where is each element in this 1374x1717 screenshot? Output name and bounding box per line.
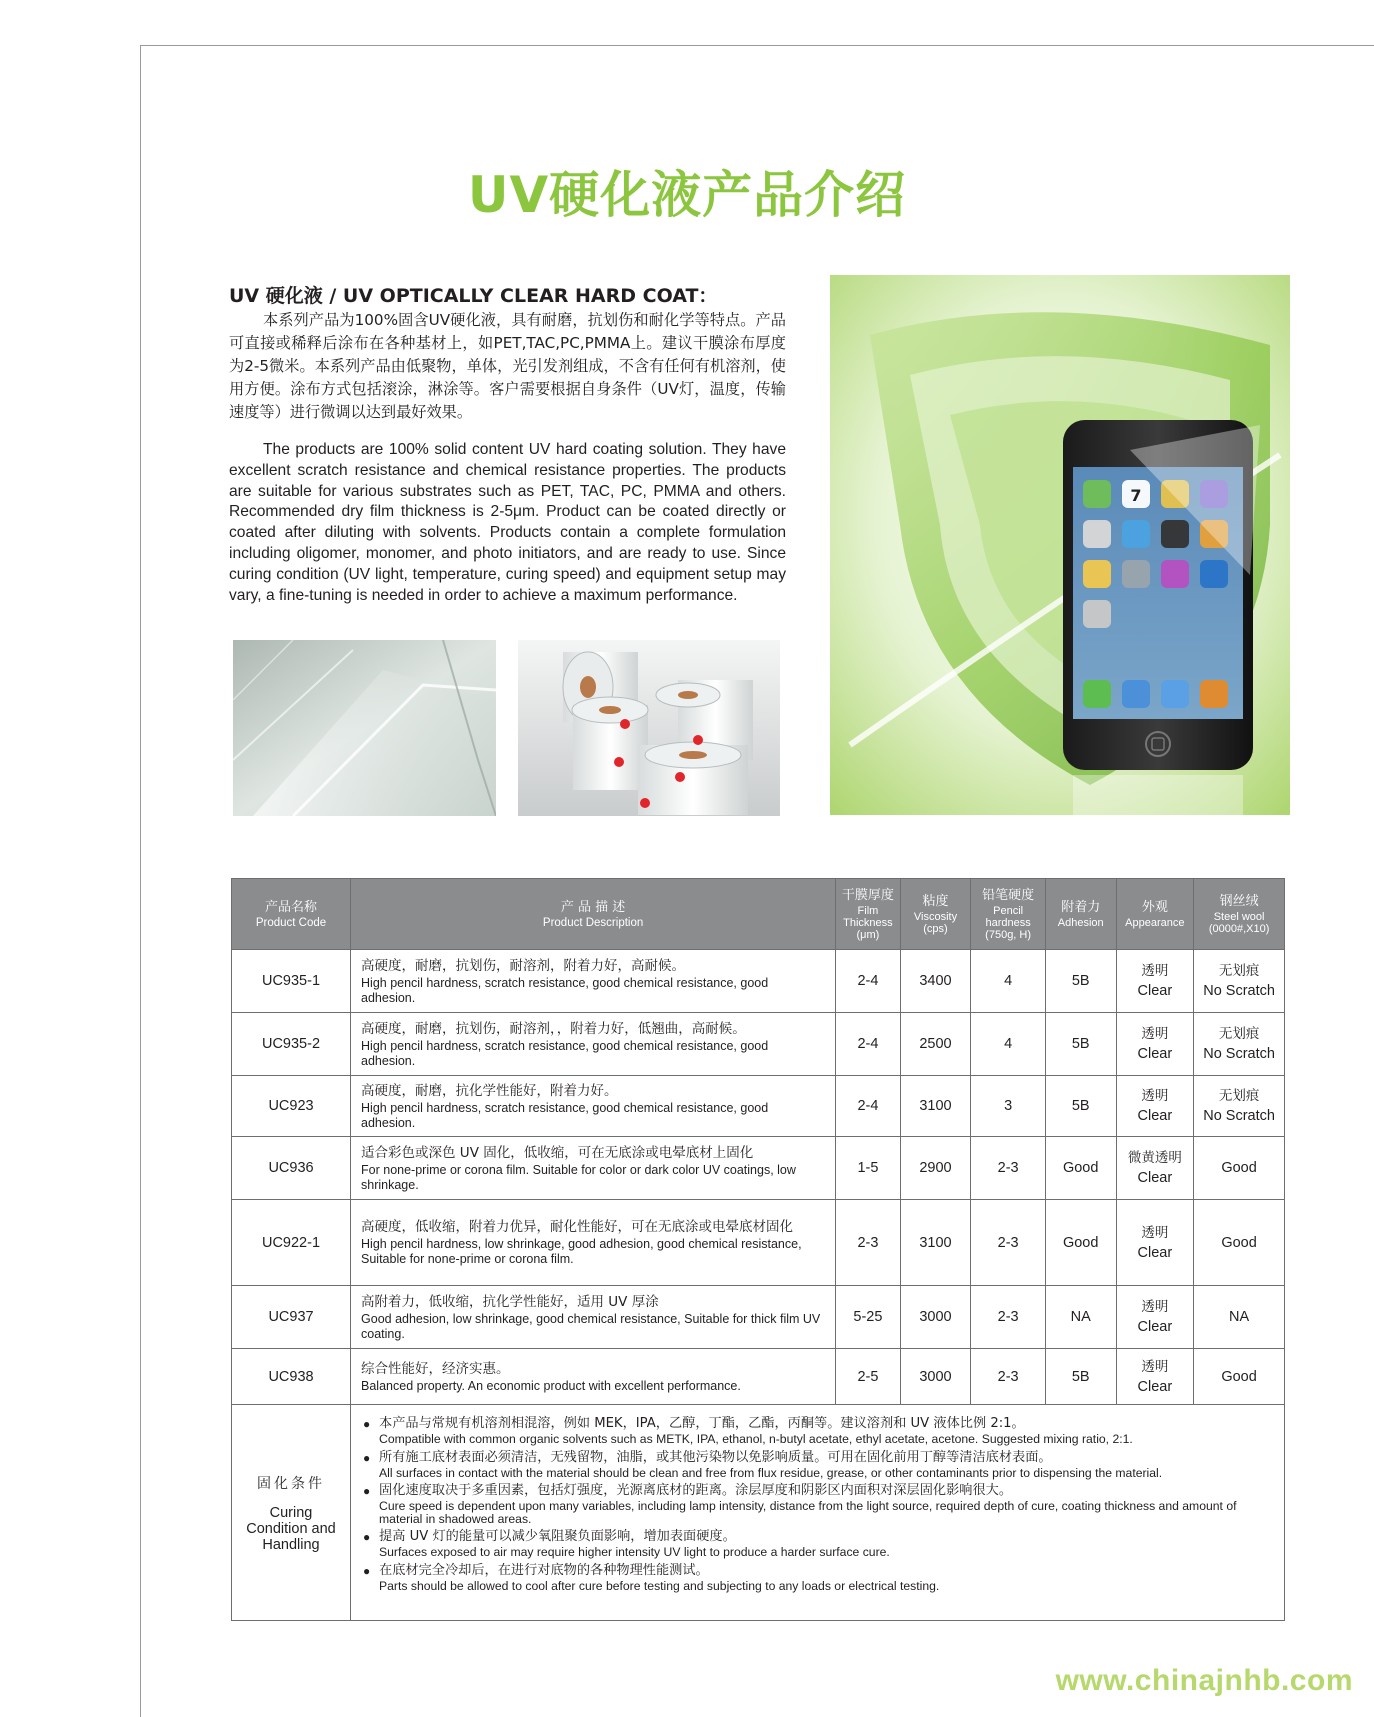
adhesion: Good [1045,1137,1116,1200]
steel-wool: Good [1194,1349,1285,1405]
table-row [232,1013,1285,1076]
list-item: ● 提高 UV 灯的能量可以减少氧阻聚负面影响，增加表面硬度。 Surfaces exposed to air may require higher intensity UV light to produce a harder surface cure. [363,1529,890,1559]
pencil-hardness: 2-3 [971,1200,1046,1286]
pencil-hardness: 3 [971,1076,1046,1137]
table-row [232,1200,1285,1286]
adhesion: 5B [1045,950,1116,1013]
clear-film-photo [233,640,496,816]
table-row [232,1137,1285,1200]
product-spec-table [231,878,1285,1621]
adhesion: 5B [1045,1349,1116,1405]
section-heading: UV 硬化液 / UV OPTICALLY CLEAR HARD COAT： [229,285,718,307]
pencil-hardness: 4 [971,1013,1046,1076]
header-steel-wool: 钢丝绒 Steel wool (0000#,X10) [1194,879,1285,950]
adhesion: 5B [1045,1076,1116,1137]
list-item: ● 固化速度取决于多重因素，包括灯强度，光源离底材的距离。涂层厚度和阴影区内面积对深层固化影响很大。 Cure speed is dependent upon many variables, including lamp intensity, distance from the light source, required depth of cure, coating thickness and amount of material in shadowed areas. [363,1483,1237,1526]
table-row [232,1286,1285,1349]
header-film-thickness: 干膜厚度 Film Thickness (μm) [836,879,901,950]
product-code: UC936 [232,1137,351,1200]
pencil-hardness: 2-3 [971,1349,1046,1405]
product-code: UC935-2 [232,1013,351,1076]
header-appearance: 外观 Appearance [1116,879,1194,950]
curing-conditions-row [232,1405,1285,1621]
film-thickness: 5-25 [836,1286,901,1349]
pencil-hardness: 4 [971,950,1046,1013]
adhesion: Good [1045,1200,1116,1286]
table-row [232,1349,1285,1405]
viscosity: 3400 [900,950,971,1013]
film-thickness: 2-5 [836,1349,901,1405]
shield-phone-illustration [830,275,1290,815]
adhesion: NA [1045,1286,1116,1349]
pencil-hardness: 2-3 [971,1137,1046,1200]
product-description: 综合性能好，经济实惠。 Balanced property. An economic product with excellent performance. [351,1349,836,1405]
product-code: UC922-1 [232,1200,351,1286]
curing-conditions-list [351,1405,1285,1621]
viscosity: 3100 [900,1076,971,1137]
film-rolls-photo [518,640,780,816]
product-description: 高硬度，耐磨，抗划伤，耐溶剂，附着力好，高耐候。 High pencil hardness, scratch resistance, good chemical resistance, good adhesion. [351,950,836,1013]
film-thickness: 1-5 [836,1137,901,1200]
pencil-hardness: 2-3 [971,1286,1046,1349]
table-header-row [232,879,1285,950]
header-product-description: 产 品 描 述 Product Description [351,879,836,950]
bullet-icon: ● [363,1530,371,1544]
bullet-icon: ● [363,1417,371,1431]
product-code: UC938 [232,1349,351,1405]
intro-english-paragraph: The products are 100% solid content UV hard coating solution. They have excellent scratch resistance and chemical resistance properties. The products are suitable for various substrates such as PET, TAC, PC, PMMA and others. Recommended dry film thickness is 2-5μm. Product can be coated directly or coated after diluting with solvents. Products contain a complete formulation including oligomer, monomer, and photo initiators, and are ready to use. Since curing condition (UV light, temperature, curing speed) and equipment setup may vary, a fine-tuning is needed in order to achieve a maximum performance. [229,441,786,604]
product-description: 适合彩色或深色 UV 固化，低收缩，可在无底涂或电晕底材上固化 For none-prime or corona film. Suitable for color or dark color UV coatings, low shrinkage. [351,1137,836,1200]
header-pencil-hardness: 铅笔硬度 Pencil hardness (750g, H) [971,879,1046,950]
appearance: 透明 Clear [1116,1349,1194,1405]
product-code: UC923 [232,1076,351,1137]
appearance: 微黄透明 Clear [1116,1137,1194,1200]
product-code: UC937 [232,1286,351,1349]
steel-wool: 无划痕 No Scratch [1194,1076,1285,1137]
bullet-icon: ● [363,1450,371,1465]
viscosity: 2500 [900,1013,971,1076]
page-frame-left [140,45,141,1717]
appearance: 透明 Clear [1116,1013,1194,1076]
steel-wool: 无划痕 No Scratch [1194,950,1285,1013]
list-item: ● 在底材完全冷却后，在进行对底物的各种物理性能测试。 Parts should be allowed to cool after cure before testing and subjecting to any loads or electrical testing. [363,1562,940,1593]
header-viscosity: 粘度 Viscosity (cps) [900,879,971,950]
adhesion: 5B [1045,1013,1116,1076]
film-thickness: 2-4 [836,950,901,1013]
viscosity: 3000 [900,1349,971,1405]
header-product-code: 产品名称 Product Code [232,879,351,950]
appearance: 透明 Clear [1116,950,1194,1013]
viscosity: 3100 [900,1200,971,1286]
film-thickness: 2-4 [836,1076,901,1137]
product-description: 高附着力，低收缩，抗化学性能好，适用 UV 厚涂 Good adhesion, low shrinkage, good chemical resistance, Suitable for thick film UV coating. [351,1286,836,1349]
film-thickness: 2-3 [836,1200,901,1286]
phone-calendar-day: 7 [1130,486,1142,505]
steel-wool: Good [1194,1137,1285,1200]
bullet-icon: ● [363,1563,371,1578]
appearance: 透明 Clear [1116,1076,1194,1137]
product-description: 高硬度，耐磨，抗化学性能好，附着力好。 High pencil hardness, scratch resistance, good chemical resistance, good adhesion. [351,1076,836,1137]
table-row [232,950,1285,1013]
bullet-icon: ● [363,1484,371,1498]
viscosity: 2900 [900,1137,971,1200]
page-title: UV硬化液产品介绍 [467,166,907,224]
footer-website-url: www.chinajnhb.com [1055,1664,1353,1697]
intro-chinese-paragraph: 本系列产品为100%固含UV硬化液，具有耐磨，抗划伤和耐化学等特点。产品可直接或稀释后涂布在各种基材上，如PET,TAC,PC,PMMA上。建议干膜涂布厚度为2-5微米。本系列产品由低聚物，单体，光引发剂组成，不含有任何有机溶剂，使用方便。涂布方式包括滚涂，淋涂等。客户需要根据自身条件（UV灯，温度，传输速度等）进行微调以达到最好效果。 [229,311,786,421]
product-description: 高硬度，耐磨，抗划伤，耐溶剂，，附着力好，低翘曲，高耐候。 High pencil hardness, scratch resistance, good chemical resistance, good adhesion. [351,1013,836,1076]
product-description: 高硬度，低收缩，附着力优异，耐化性能好，可在无底涂或电晕底材固化 High pencil hardness, low shrinkage, good adhesion, good chemical resistance, Suitable for none-prime or corona film. [351,1200,836,1286]
appearance: 透明 Clear [1116,1200,1194,1286]
table-row [232,1076,1285,1137]
steel-wool: 无划痕 No Scratch [1194,1013,1285,1076]
viscosity: 3000 [900,1286,971,1349]
appearance: 透明 Clear [1116,1286,1194,1349]
header-adhesion: 附着力 Adhesion [1045,879,1116,950]
list-item: ● 本产品与常规有机溶剂相混溶，例如 MEK，IPA，乙醇，丁酯，乙酯，丙酮等。建议溶剂和 UV 液体比例 2:1。 Compatible with common organic solvents such as METK, IPA, ethanol, n-butyl acetate, ethyl acetate, acetone. Suggested mixing ratio, 2:1. [363,1416,1133,1446]
product-code: UC935-1 [232,950,351,1013]
page-frame-top [140,45,1374,46]
steel-wool: NA [1194,1286,1285,1349]
list-item: ● 所有施工底材表面必须清洁，无残留物，油脂，或其他污染物以免影响质量。可用在固化前用丁醇等清洁底材表面。 All surfaces in contact with the material should be clean and free from flux residue, grease, or other contaminants prior to dispensing the material. [363,1449,1163,1480]
steel-wool: Good [1194,1200,1285,1286]
curing-conditions-label: 固化条件 Curing Condition and Handling [232,1405,351,1621]
film-thickness: 2-4 [836,1013,901,1076]
